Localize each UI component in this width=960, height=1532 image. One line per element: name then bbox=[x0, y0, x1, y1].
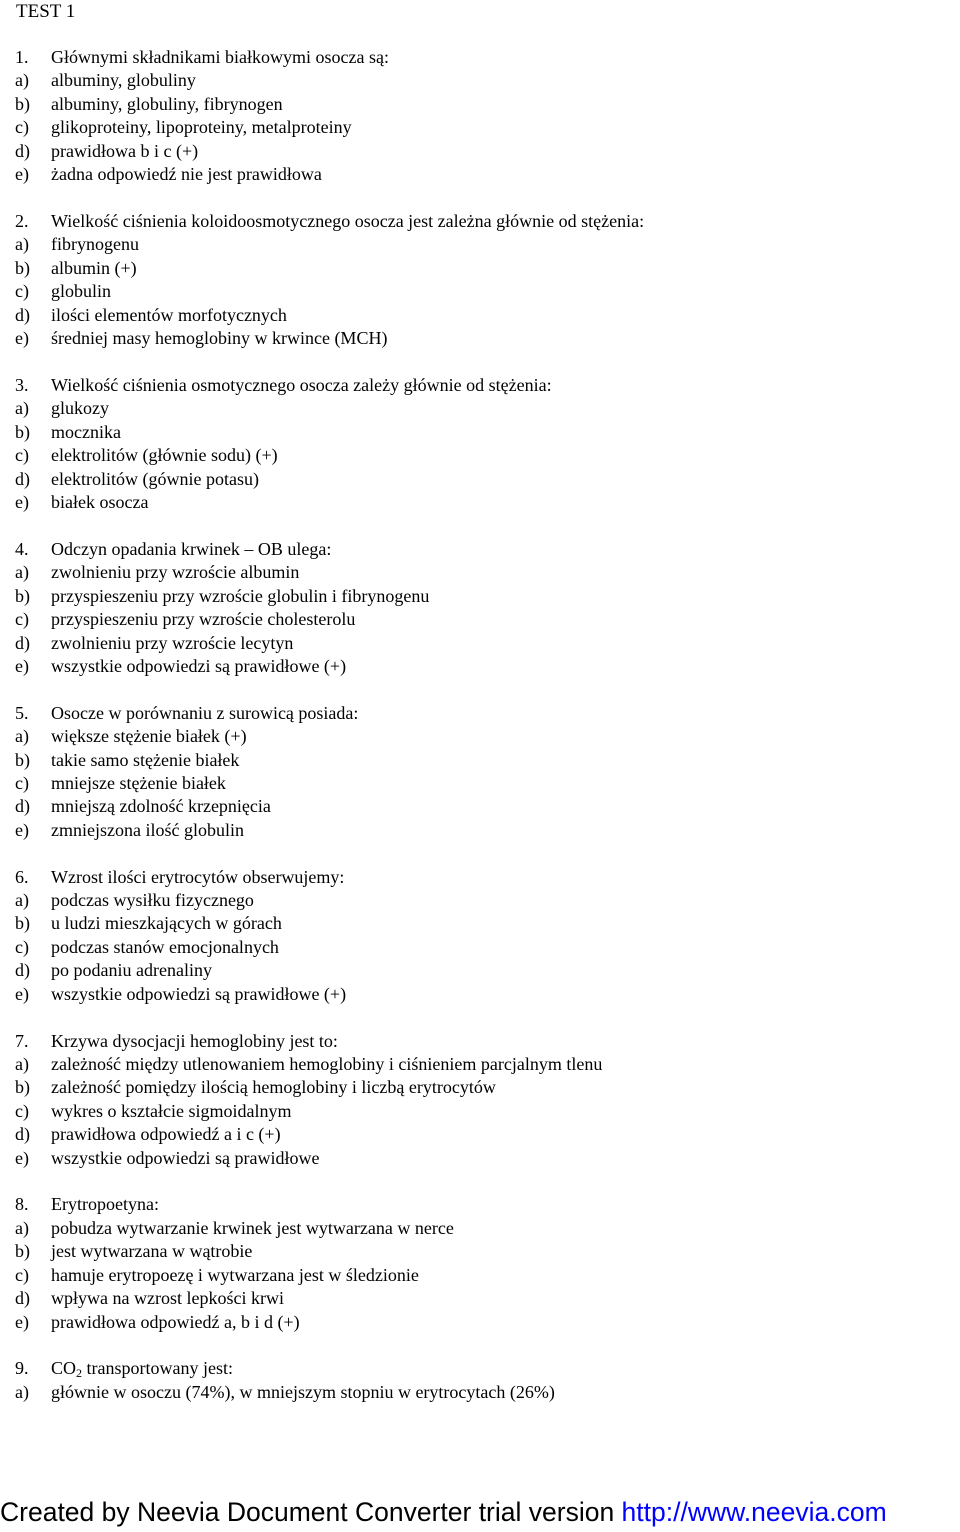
question-text: Odczyn opadania krwinek – OB ulega: bbox=[51, 538, 332, 559]
option-text: wszystkie odpowiedzi są prawidłowe (+) bbox=[51, 655, 347, 676]
option-text: prawidłowa b i c (+) bbox=[51, 140, 199, 161]
option-text: zwolnieniu przy wzroście albumin bbox=[51, 562, 300, 583]
option-text: albumin (+) bbox=[51, 257, 137, 278]
option-text: globulin bbox=[51, 281, 112, 302]
answer-option bbox=[15, 632, 945, 655]
option-letter: c) bbox=[15, 445, 29, 466]
answer-option bbox=[15, 69, 945, 92]
option-text: prawidłowa odpowiedź a i c (+) bbox=[51, 1124, 281, 1145]
option-letter: b) bbox=[15, 749, 30, 770]
answer-option bbox=[15, 772, 945, 795]
footer-text: Created by Neevia Document Converter trial version bbox=[0, 1497, 622, 1527]
option-text: przyspieszeniu przy wzroście globulin i fibrynogenu bbox=[51, 585, 430, 606]
answer-option bbox=[15, 889, 945, 912]
option-text: wykres o kształcie sigmoidalnym bbox=[51, 1100, 292, 1121]
answer-option bbox=[15, 936, 945, 959]
option-text: jest wytwarzana w wątrobie bbox=[51, 1241, 253, 1262]
option-letter: c) bbox=[15, 1264, 29, 1285]
option-letter: b) bbox=[15, 93, 30, 114]
question bbox=[15, 866, 945, 1007]
question-line bbox=[15, 1193, 945, 1216]
question bbox=[15, 374, 945, 515]
question-text: Wielkość ciśnienia koloidoosmotycznego osocza jest zależna głównie od stężenia: bbox=[51, 210, 645, 231]
option-text: głównie w osoczu (74%), w mniejszym stopniu w erytrocytach (26%) bbox=[51, 1381, 555, 1402]
question bbox=[15, 1030, 945, 1171]
answer-option bbox=[15, 1240, 945, 1263]
option-letter: a) bbox=[15, 1381, 29, 1402]
option-letter: e) bbox=[15, 328, 29, 349]
question-line bbox=[15, 538, 945, 561]
answer-option bbox=[15, 1381, 945, 1404]
answer-option bbox=[15, 819, 945, 842]
question-line bbox=[15, 374, 945, 397]
option-text: u ludzi mieszkających w górach bbox=[51, 913, 282, 934]
option-letter: b) bbox=[15, 257, 30, 278]
question-number: 2. bbox=[15, 210, 29, 231]
option-text: fibrynogenu bbox=[51, 234, 139, 255]
option-text: mniejszą zdolność krzepnięcia bbox=[51, 796, 271, 817]
question-number: 9. bbox=[15, 1358, 29, 1379]
question-line bbox=[15, 702, 945, 725]
question-number: 4. bbox=[15, 538, 29, 559]
option-text: elektrolitów (gównie potasu) bbox=[51, 468, 259, 489]
answer-option bbox=[15, 233, 945, 256]
option-letter: c) bbox=[15, 281, 29, 302]
option-letter: a) bbox=[15, 890, 29, 911]
answer-option bbox=[15, 1264, 945, 1287]
answer-option bbox=[15, 1147, 945, 1170]
option-letter: c) bbox=[15, 773, 29, 793]
option-letter: c) bbox=[15, 609, 29, 630]
option-text: ilości elementów morfotycznych bbox=[51, 304, 287, 325]
option-letter: d) bbox=[15, 960, 30, 981]
question-number: 6. bbox=[15, 866, 29, 887]
answer-option bbox=[15, 983, 945, 1006]
option-text: pobudza wytwarzanie krwinek jest wytwarzana w nerce bbox=[51, 1217, 454, 1238]
answer-option bbox=[15, 421, 945, 444]
answer-option bbox=[15, 1100, 945, 1123]
option-text: prawidłowa odpowiedź a, b i d (+) bbox=[51, 1311, 300, 1332]
option-letter: a) bbox=[15, 1053, 29, 1074]
question-number: 5. bbox=[15, 702, 29, 723]
option-letter: e) bbox=[15, 655, 29, 676]
option-letter: a) bbox=[15, 234, 29, 255]
question-line bbox=[15, 1030, 945, 1053]
option-letter: b) bbox=[15, 1077, 30, 1098]
answer-option bbox=[15, 1287, 945, 1310]
option-text: takie samo stężenie białek bbox=[51, 749, 240, 770]
answer-option bbox=[15, 140, 945, 163]
option-letter: b) bbox=[15, 913, 30, 934]
option-text: zależność między utlenowaniem hemoglobiny i ciśnieniem parcjalnym tlenu bbox=[51, 1053, 603, 1074]
option-text: zmniejszona ilość globulin bbox=[51, 819, 244, 840]
option-letter: e) bbox=[15, 1311, 29, 1332]
question bbox=[15, 210, 945, 351]
question bbox=[15, 702, 945, 843]
question-text bbox=[51, 1357, 233, 1380]
option-letter: a) bbox=[15, 726, 29, 747]
question-text-rest: transportowany jest: bbox=[82, 1358, 233, 1379]
option-letter: a) bbox=[15, 562, 29, 583]
option-text: hamuje erytropoezę i wytwarzana jest w śledzionie bbox=[51, 1264, 419, 1285]
answer-option bbox=[15, 795, 945, 818]
option-text: wszystkie odpowiedzi są prawidłowe bbox=[51, 1147, 320, 1168]
question-text: Wzrost ilości erytrocytów obserwujemy: bbox=[51, 866, 345, 887]
answer-option bbox=[15, 116, 945, 139]
question bbox=[15, 46, 945, 187]
option-text: po podaniu adrenaliny bbox=[51, 960, 212, 981]
option-text: glukozy bbox=[51, 398, 109, 419]
option-text: białek osocza bbox=[51, 492, 149, 513]
option-letter: d) bbox=[15, 304, 30, 325]
question-line bbox=[15, 1357, 945, 1380]
option-letter: e) bbox=[15, 492, 29, 513]
page-title: TEST 1 bbox=[16, 1, 76, 22]
answer-option bbox=[15, 257, 945, 280]
question bbox=[15, 538, 945, 679]
option-letter: b) bbox=[15, 585, 30, 606]
answer-option bbox=[15, 1053, 945, 1076]
answer-option bbox=[15, 1217, 945, 1240]
question bbox=[15, 1357, 945, 1404]
option-text: podczas stanów emocjonalnych bbox=[51, 936, 279, 957]
question-text: Wielkość ciśnienia osmotycznego osocza zależy głównie od stężenia: bbox=[51, 374, 552, 395]
option-text: albuminy, globuliny bbox=[51, 70, 196, 91]
answer-option bbox=[15, 1123, 945, 1146]
question-text: Erytropoetyna: bbox=[51, 1194, 159, 1215]
answer-option bbox=[15, 912, 945, 935]
question-number: 7. bbox=[15, 1030, 29, 1051]
question-number: 8. bbox=[15, 1194, 29, 1215]
option-text: wszystkie odpowiedzi są prawidłowe (+) bbox=[51, 983, 347, 1004]
option-letter: e) bbox=[15, 1147, 29, 1168]
question-number: 3. bbox=[15, 374, 29, 395]
option-letter: b) bbox=[15, 1241, 30, 1262]
option-letter: a) bbox=[15, 70, 29, 91]
question-text: Krzywa dysocjacji hemoglobiny jest to: bbox=[51, 1030, 338, 1051]
answer-option bbox=[15, 491, 945, 514]
option-letter: c) bbox=[15, 117, 29, 138]
question-line bbox=[15, 210, 945, 233]
option-letter: d) bbox=[15, 1288, 30, 1309]
option-letter: b) bbox=[15, 421, 30, 442]
option-text: podczas wysiłku fizycznego bbox=[51, 890, 254, 911]
option-text: albuminy, globuliny, fibrynogen bbox=[51, 93, 283, 114]
answer-option bbox=[15, 397, 945, 420]
answer-option bbox=[15, 749, 945, 772]
formula-subscript: 2 bbox=[76, 1366, 83, 1381]
option-text: średniej masy hemoglobiny w krwince (MCH) bbox=[51, 328, 388, 349]
option-letter: e) bbox=[15, 819, 29, 840]
question-line bbox=[15, 866, 945, 889]
option-letter: c) bbox=[15, 936, 29, 957]
option-letter: c) bbox=[15, 1100, 29, 1121]
answer-option bbox=[15, 959, 945, 982]
formula-co: CO bbox=[51, 1358, 77, 1379]
question bbox=[15, 1193, 945, 1334]
option-text: mocznika bbox=[51, 421, 121, 442]
answer-option bbox=[15, 280, 945, 303]
option-letter: d) bbox=[15, 468, 30, 489]
option-text: żadna odpowiedź nie jest prawidłowa bbox=[51, 164, 322, 185]
answer-option bbox=[15, 444, 945, 467]
answer-option bbox=[15, 93, 945, 116]
question-text: Głównymi składnikami białkowymi osocza są: bbox=[51, 47, 389, 67]
option-text: przyspieszeniu przy wzroście cholesterolu bbox=[51, 609, 356, 630]
option-letter: d) bbox=[15, 140, 30, 161]
question-text: Osocze w porównaniu z surowicą posiada: bbox=[51, 702, 359, 723]
option-letter: a) bbox=[15, 398, 29, 419]
option-text: wpływa na wzrost lepkości krwi bbox=[51, 1288, 284, 1309]
option-letter: e) bbox=[15, 983, 29, 1004]
footer-link[interactable]: http://www.neevia.com bbox=[621, 1497, 887, 1527]
question-number: 1. bbox=[15, 47, 29, 67]
option-letter: a) bbox=[15, 1217, 29, 1238]
answer-option bbox=[15, 1311, 945, 1334]
option-text: większe stężenie białek (+) bbox=[51, 726, 247, 747]
answer-option bbox=[15, 163, 945, 186]
question-line bbox=[15, 46, 945, 69]
answer-option bbox=[15, 1076, 945, 1099]
answer-option bbox=[15, 561, 945, 584]
option-letter: d) bbox=[15, 1124, 30, 1145]
question-list bbox=[15, 46, 945, 1428]
option-text: zależność pomiędzy ilością hemoglobiny i liczbą erytrocytów bbox=[51, 1077, 496, 1098]
answer-option bbox=[15, 327, 945, 350]
option-text: mniejsze stężenie białek bbox=[51, 773, 226, 793]
answer-option bbox=[15, 468, 945, 491]
answer-option bbox=[15, 304, 945, 327]
answer-option bbox=[15, 585, 945, 608]
option-text: elektrolitów (głównie sodu) (+) bbox=[51, 445, 278, 466]
answer-option bbox=[15, 608, 945, 631]
option-letter: e) bbox=[15, 164, 29, 185]
option-text: zwolnieniu przy wzroście lecytyn bbox=[51, 632, 294, 653]
option-text: glikoproteiny, lipoproteiny, metalproteiny bbox=[51, 117, 352, 138]
answer-option bbox=[15, 725, 945, 748]
option-letter: d) bbox=[15, 632, 30, 653]
answer-option bbox=[15, 655, 945, 678]
footer-banner bbox=[0, 1494, 960, 1530]
option-letter: d) bbox=[15, 796, 30, 817]
